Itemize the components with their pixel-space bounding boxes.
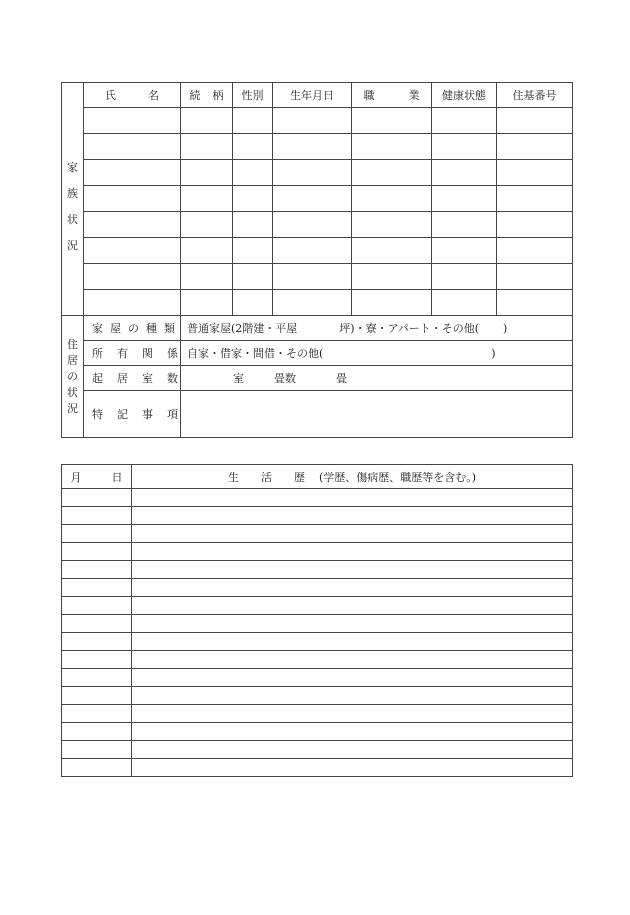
history-entry-cell[interactable] [132, 543, 573, 561]
history-date-cell[interactable] [62, 543, 132, 561]
family-sex-cell[interactable] [233, 186, 273, 212]
family-resident-no-cell[interactable] [497, 212, 573, 238]
header-health: 健康状態 [432, 83, 497, 108]
family-job-cell[interactable] [352, 238, 432, 264]
family-birth-cell[interactable] [273, 290, 352, 316]
history-row [62, 669, 573, 687]
history-row [62, 651, 573, 669]
history-entry-cell[interactable] [132, 633, 573, 651]
family-job-cell[interactable] [352, 290, 432, 316]
history-entry-cell[interactable] [132, 705, 573, 723]
label-ownership: 所 有 関 係 [84, 341, 181, 366]
family-name-cell[interactable] [84, 238, 181, 264]
life-history-table [61, 464, 573, 777]
history-entry-cell[interactable] [132, 687, 573, 705]
header-relation: 続 柄 [181, 83, 233, 108]
family-resident-no-cell[interactable] [497, 134, 573, 160]
family-health-cell[interactable] [432, 212, 497, 238]
history-entry-cell[interactable] [132, 651, 573, 669]
history-row [62, 615, 573, 633]
label-house-type: 家 屋 の 種 類 [84, 316, 181, 341]
family-health-cell[interactable] [432, 264, 497, 290]
family-health-cell[interactable] [432, 238, 497, 264]
history-date-cell[interactable] [62, 669, 132, 687]
history-entry-cell[interactable] [132, 579, 573, 597]
history-date-cell[interactable] [62, 615, 132, 633]
history-entry-cell[interactable] [132, 561, 573, 579]
header-name: 氏 名 [84, 83, 181, 108]
history-entry-cell[interactable] [132, 489, 573, 507]
family-row [62, 134, 573, 160]
header-sex: 性別 [233, 83, 273, 108]
history-row [62, 543, 573, 561]
family-relation-cell[interactable] [181, 290, 233, 316]
family-resident-no-cell[interactable] [497, 108, 573, 134]
history-row [62, 579, 573, 597]
room-count-value[interactable]: 室 畳数 畳 [181, 366, 573, 391]
family-relation-cell[interactable] [181, 160, 233, 186]
family-health-cell[interactable] [432, 134, 497, 160]
header-birth: 生年月日 [273, 83, 352, 108]
family-row [62, 290, 573, 316]
history-entry-cell[interactable] [132, 741, 573, 759]
family-name-cell[interactable] [84, 108, 181, 134]
history-date-cell[interactable] [62, 489, 132, 507]
family-row [62, 212, 573, 238]
history-date-cell[interactable] [62, 651, 132, 669]
family-resident-no-cell[interactable] [497, 264, 573, 290]
family-side-label: 家 族 状 況 [62, 83, 84, 316]
family-resident-no-cell[interactable] [497, 186, 573, 212]
family-resident-no-cell[interactable] [497, 238, 573, 264]
history-date-cell[interactable] [62, 705, 132, 723]
family-birth-cell[interactable] [273, 264, 352, 290]
family-sex-cell[interactable] [233, 264, 273, 290]
family-relation-cell[interactable] [181, 264, 233, 290]
special-notes-cell[interactable] [181, 391, 573, 438]
family-relation-cell[interactable] [181, 108, 233, 134]
family-row [62, 108, 573, 134]
header-month-day: 月 日 [62, 465, 132, 489]
family-row [62, 186, 573, 212]
label-room-count: 起 居 室 数 [84, 366, 181, 391]
house-type-options[interactable]: 普通家屋(2階建・平屋 坪)・寮・アパート・その他( ) [181, 316, 573, 341]
family-name-cell[interactable] [84, 186, 181, 212]
family-birth-cell[interactable] [273, 238, 352, 264]
family-job-cell[interactable] [352, 264, 432, 290]
family-name-cell[interactable] [84, 290, 181, 316]
history-entry-cell[interactable] [132, 507, 573, 525]
history-row [62, 561, 573, 579]
family-row [62, 160, 573, 186]
history-date-cell[interactable] [62, 561, 132, 579]
family-job-cell[interactable] [352, 108, 432, 134]
residence-row-ownership [62, 341, 573, 366]
history-date-cell[interactable] [62, 597, 132, 615]
history-entry-cell[interactable] [132, 669, 573, 687]
history-row [62, 687, 573, 705]
family-sex-cell[interactable] [233, 160, 273, 186]
family-birth-cell[interactable] [273, 212, 352, 238]
history-row [62, 759, 573, 777]
history-date-cell[interactable] [62, 507, 132, 525]
header-life-history: 生 活 歴 (学歴、傷病歴、職歴等を含む。) [132, 465, 573, 489]
family-sex-cell[interactable] [233, 212, 273, 238]
family-relation-cell[interactable] [181, 238, 233, 264]
family-relation-cell[interactable] [181, 134, 233, 160]
family-sex-cell[interactable] [233, 134, 273, 160]
history-date-cell[interactable] [62, 759, 132, 777]
history-header-row [62, 465, 573, 489]
history-entry-cell[interactable] [132, 723, 573, 741]
family-sex-cell[interactable] [233, 108, 273, 134]
family-health-cell[interactable] [432, 186, 497, 212]
history-row [62, 741, 573, 759]
family-residence-table [61, 82, 573, 438]
family-relation-cell[interactable] [181, 186, 233, 212]
history-date-cell[interactable] [62, 633, 132, 651]
family-health-cell[interactable] [432, 108, 497, 134]
history-row [62, 705, 573, 723]
family-birth-cell[interactable] [273, 186, 352, 212]
history-row [62, 525, 573, 543]
family-sex-cell[interactable] [233, 290, 273, 316]
family-name-cell[interactable] [84, 134, 181, 160]
family-name-cell[interactable] [84, 212, 181, 238]
ownership-options[interactable]: 自家・借家・間借・その他( ) [181, 341, 573, 366]
header-job: 職 業 [352, 83, 432, 108]
residence-row-rooms [62, 366, 573, 391]
family-relation-cell[interactable] [181, 212, 233, 238]
history-row [62, 633, 573, 651]
history-row [62, 597, 573, 615]
history-date-cell[interactable] [62, 723, 132, 741]
family-job-cell[interactable] [352, 212, 432, 238]
history-entry-cell[interactable] [132, 525, 573, 543]
family-row [62, 238, 573, 264]
residence-row-notes [62, 391, 573, 438]
residence-row-type [62, 316, 573, 341]
history-entry-cell[interactable] [132, 759, 573, 777]
family-name-cell[interactable] [84, 160, 181, 186]
family-health-cell[interactable] [432, 160, 497, 186]
family-resident-no-cell[interactable] [497, 290, 573, 316]
history-row [62, 507, 573, 525]
header-resident-no: 住基番号 [497, 83, 573, 108]
family-job-cell[interactable] [352, 186, 432, 212]
family-name-cell[interactable] [84, 264, 181, 290]
family-job-cell[interactable] [352, 134, 432, 160]
residence-side-label: 住 居 の 状 況 [62, 316, 84, 438]
history-entry-cell[interactable] [132, 615, 573, 633]
family-sex-cell[interactable] [233, 238, 273, 264]
family-birth-cell[interactable] [273, 134, 352, 160]
family-birth-cell[interactable] [273, 160, 352, 186]
label-special-notes: 特 記 事 項 [84, 391, 181, 438]
history-entry-cell[interactable] [132, 597, 573, 615]
family-header-row [62, 83, 573, 108]
family-resident-no-cell[interactable] [497, 160, 573, 186]
history-row [62, 489, 573, 507]
family-health-cell[interactable] [432, 290, 497, 316]
history-date-cell[interactable] [62, 579, 132, 597]
family-birth-cell[interactable] [273, 108, 352, 134]
family-row [62, 264, 573, 290]
history-row [62, 723, 573, 741]
history-date-cell[interactable] [62, 687, 132, 705]
history-date-cell[interactable] [62, 525, 132, 543]
family-job-cell[interactable] [352, 160, 432, 186]
history-date-cell[interactable] [62, 741, 132, 759]
